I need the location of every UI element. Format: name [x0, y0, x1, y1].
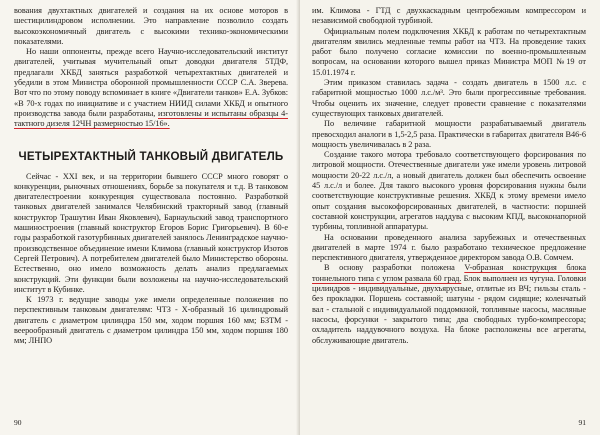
- paragraph: Создание такого мотора требовало соответствующего форсирования по литровой мощности. Отечественные двигатели уже имели уровень литровой мощности 20-22 л.с./л, а новый двигатель должен был обеспечить освоение 45 л.с./л и более. Для такого высокого уровня форсирования нужны были соответствующие конструктивные решения. ХКБД к этому времени имело опыт создания высокофорсированных двигателей, в частности: поршней составной конструкции, агрегатов наддува с высоким КПД, высоконапорной турбины, топливной аппаратуры.: [312, 150, 586, 232]
- paragraph: вования двухтактных двигателей и создания на их основе моторов в шестицилиндровом исполнении. Это направление позволило создать высокоэкономичный двигатель с высокими технико-экономическими показателями.: [14, 6, 288, 46]
- paragraph-text: Но наши оппоненты, прежде всего Научно-исследовательский институт двигателей, учитывая мучительный опыт доводки двигателя 5ТДФ, предлагали ХКБД заняться разработкой четырехтактных двигателей и убедили в этом Министра оборонной промышленности СССР С.А. Зверева. Вот что по этому поводу вспоминает в книге «Двигатели танков» Е.А. Зубков: «В 70-х годах по инициативе и с участием НИИД силами ХКБД и опытного производства завода были разработаны,: [14, 47, 288, 118]
- paragraph: По величине габаритной мощности разрабатываемый двигатель превосходил аналоги в 1,5-2,5 раза. Практически в габаритах двигателя В46-6 мощность увеличивалась в 2 раза.: [312, 119, 586, 149]
- paragraph-text: В основу разработки положена: [324, 263, 465, 273]
- paragraph-opponents: [14, 47, 288, 129]
- page-number: 90: [14, 418, 22, 427]
- underlined-phrase: V-образная конструкция блока тоннельного типа с углом развала 60 град.: [312, 263, 586, 283]
- paragraph-text: Блок выполнен из чугуна. Головки цилиндров - индивидуальные, двухъярусные, отлитые из ВЧ; гильзы сталь - без прокладки. Поршень составной; шатуны - рядом сидящие; коленчатый вал - стальной с индивидуальной поддомкной, топливные насосы, масляные насосы, форсунки - закрытого типа; два свободных турбо-компрессора; охладитель наддувочного воздуха. На блоке расположены все агрегаты, обслуживающие двигатель.: [312, 273, 586, 345]
- paragraph: К 1973 г. ведущие заводы уже имели определенные положения по перспективным танковым двигателям: ЧТЗ - Х-образный 16 цилиндровый двигатель с диаметром цилиндра 150 мм, ходом поршня 160 мм; БЗТМ - веерообразный двигатель с диаметром цилиндра 150 мм, ходом поршня 180 мм; ЛНПО: [14, 295, 288, 346]
- paragraph-design-basis: [312, 263, 586, 345]
- paragraph: Официальным полем подключения ХКБД к работам по четырехтактным двигателям явились медленные темпы работ на ЧТЗ. На проведение таких работ было получено согласие комиссии по военно-промышленным вопросам, на основании которого вышел приказ Министра МОП №19 от 15.01.1974 г.: [312, 26, 586, 77]
- paragraph: На основании проведенного анализа зарубежных и отечественных двигателей в марте 1974 г. было разработано техническое предложение перспективного двигателя, утвержденное директором завода О.В. Сомчем.: [312, 232, 586, 263]
- paragraph: им. Климова - ГТД с двухкаскадным центробежным компрессором и независимой свободной турбиной.: [312, 6, 586, 26]
- page-number: 91: [578, 418, 586, 427]
- paragraph: Сейчас - XXI век, и на территории бывшего СССР много говорят о конкуренции, рыночных отношениях, борьбе за покупателя и т.д. В танковом двигателестроении конкуренция существовала постоянно. Разработкой танковых двигателей занимался Челябинский тракторный завод (главный конструктор Трашутин Иван Яковлевич), Барнаульский завод транспортного машиностроения (главный конструктор Егоров Борис Григорьевич). В 60-е годы разработкой газотурбинных двигателей занялось Ленинградское научно-производственное объединение имени Климова (главный конструктор Изотов Сергей Петрович). А потребителем двигателей было Министерство обороны. Естественно, оно имело возможность делать анализ предлагаемых конструкций. Эти функции были возложены на научно-исследовательский институт в Кубинке.: [14, 171, 288, 294]
- section-heading: ЧЕТЫРЕХТАКТНЫЙ ТАНКОВЫЙ ДВИГАТЕЛЬ: [18, 149, 284, 163]
- right-page: [300, 0, 600, 435]
- underlined-quote: изготовлены и испытаны образцы 4-тактного дизеля 12ЧН размерностью 15/16».: [14, 108, 288, 129]
- paragraph: Этим приказом ставилась задача - создать двигатель в 1500 л.с. с габаритной мощностью 1000 л.с./м³. Это были прогрессивные требования. Чтобы оценить их значение, следует провести сравнение с показателями существующих танковых двигателей.: [312, 78, 586, 118]
